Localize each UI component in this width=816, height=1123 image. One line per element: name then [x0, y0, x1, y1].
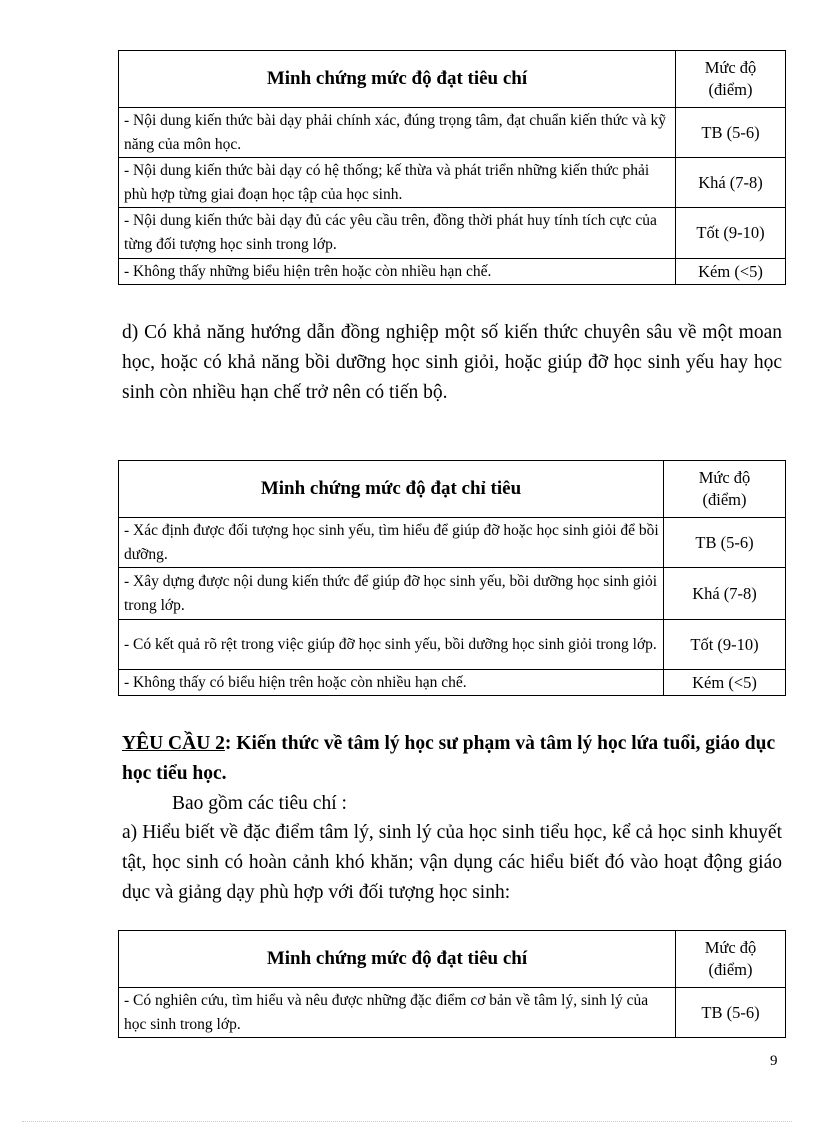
- table-header-level: [676, 931, 786, 988]
- table-header-evidence: Minh chứng mức độ đạt chỉ tiêu: [119, 461, 664, 518]
- table-row: [119, 108, 786, 158]
- header-level-line2: (điểm): [708, 80, 753, 99]
- row-level: TB (5-6): [676, 108, 786, 158]
- row-description: - Có nghiên cứu, tìm hiểu và nêu được những đặc điểm cơ bản về tâm lý, sinh lý của học sinh trong lớp.: [119, 988, 676, 1038]
- table-row: [119, 208, 786, 259]
- criteria-intro: Bao gồm các tiêu chí :: [172, 793, 347, 814]
- row-description: - Nội dung kiến thức bài dạy có hệ thống; kế thừa và phát triển những kiến thức phải phù hợp từng giai đoạn học tập của học sinh.: [119, 158, 676, 208]
- table-header-row: [119, 461, 786, 518]
- table-header-level: [676, 51, 786, 108]
- requirement-2-text: : Kiến thức về tâm lý học sư phạm và tâm lý học lứa tuổi, giáo dục học tiểu học.: [122, 733, 776, 784]
- table-row: [119, 620, 786, 670]
- table-row: [119, 158, 786, 208]
- row-description: - Có kết quả rõ rệt trong việc giúp đỡ học sinh yếu, bồi dưỡng học sinh giỏi trong lớp.: [119, 620, 664, 670]
- row-description: - Xây dựng được nội dung kiến thức để giúp đỡ học sinh yếu, bồi dưỡng học sinh giỏi trong lớp.: [119, 568, 664, 620]
- row-description: - Không thấy có biểu hiện trên hoặc còn nhiều hạn chế.: [119, 670, 664, 696]
- criteria-table-3: [118, 930, 786, 1038]
- table-header-evidence: Minh chứng mức độ đạt tiêu chí: [119, 51, 676, 108]
- header-level-line2: (điểm): [708, 960, 753, 979]
- table-row: [119, 988, 786, 1038]
- table-header-row: [119, 931, 786, 988]
- row-level: Khá (7-8): [664, 568, 786, 620]
- criteria-table-1: [118, 50, 786, 285]
- header-level-line1: Mức độ: [704, 938, 757, 957]
- row-level: Kém (<5): [664, 670, 786, 696]
- paragraph-d: d) Có khả năng hướng dẫn đồng nghiệp một số kiến thức chuyên sâu về một moan học, hoặc có khả năng bồi dưỡng học sinh giỏi, hoặc giúp đỡ học sinh yếu hay học sinh còn nhiều hạn chế trở nên có tiến bộ.: [122, 322, 782, 403]
- requirement-2-label: YÊU CẦU 2: [122, 733, 225, 754]
- table-header-evidence: Minh chứng mức độ đạt tiêu chí: [119, 931, 676, 988]
- page-number: 9: [770, 1053, 778, 1069]
- table-row: [119, 568, 786, 620]
- paragraph-a: a) Hiểu biết về đặc điểm tâm lý, sinh lý của học sinh tiểu học, kể cả học sinh khuyết tật, học sinh có hoàn cảnh khó khăn; vận dụng các hiểu biết đó vào hoạt động giáo dục và giảng dạy phù hợp với đối tượng học sinh:: [122, 822, 782, 903]
- row-level: TB (5-6): [676, 988, 786, 1038]
- row-level: Tốt (9-10): [664, 620, 786, 670]
- table-row: [119, 518, 786, 568]
- row-level: TB (5-6): [664, 518, 786, 568]
- row-description: - Xác định được đối tượng học sinh yếu, tìm hiểu để giúp đỡ hoặc học sinh giỏi để bồi dưỡng.: [119, 518, 664, 568]
- row-level: Tốt (9-10): [676, 208, 786, 259]
- row-level: Kém (<5): [676, 259, 786, 285]
- table-row: [119, 670, 786, 696]
- page-bottom-divider: [22, 1121, 792, 1122]
- row-level: Khá (7-8): [676, 158, 786, 208]
- requirement-2-heading: [122, 729, 784, 789]
- header-level-line2: (điểm): [702, 490, 747, 509]
- row-description: - Nội dung kiến thức bài dạy đủ các yêu cầu trên, đồng thời phát huy tính tích cực của từng đối tượng học sinh trong lớp.: [119, 208, 676, 259]
- table-row: [119, 259, 786, 285]
- header-level-line1: Mức độ: [698, 468, 751, 487]
- header-level-line1: Mức độ: [704, 58, 757, 77]
- table-header-row: [119, 51, 786, 108]
- row-description: - Nội dung kiến thức bài dạy phải chính xác, đúng trọng tâm, đạt chuẩn kiến thức và kỹ năng của môn học.: [119, 108, 676, 158]
- criteria-table-2: [118, 460, 786, 696]
- table-header-level: [664, 461, 786, 518]
- row-description: - Không thấy những biểu hiện trên hoặc còn nhiều hạn chế.: [119, 259, 676, 285]
